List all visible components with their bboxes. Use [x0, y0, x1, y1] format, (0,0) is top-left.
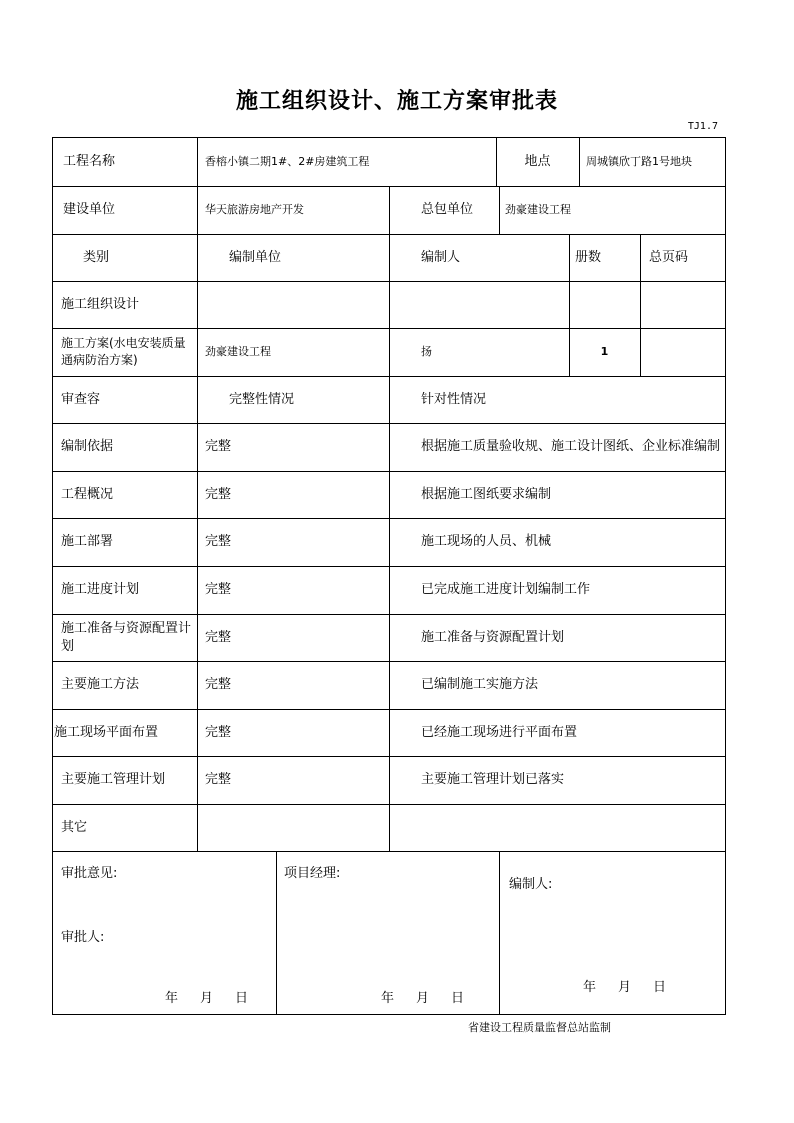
review-complete: 完整: [205, 724, 232, 740]
review-complete: 完整: [205, 534, 232, 549]
doc-row-volumes: 1: [600, 345, 609, 358]
review-target: 主要施工管理计划已落实: [421, 772, 565, 787]
doc-row-pages: [649, 281, 719, 328]
project-name-value: 香榕小镇二期1#、2#房建筑工程: [205, 155, 370, 168]
compiler-date: [583, 976, 666, 995]
day-label: 日: [235, 991, 249, 1006]
review-item: 施工部署: [61, 534, 114, 549]
review-target: 已编制施工实施方法: [421, 677, 539, 692]
doc-row-volumes: [569, 281, 640, 328]
contractor-value: 劲豪建设工程: [505, 203, 571, 216]
review-item: 施工准备与资源配置计划: [61, 620, 192, 654]
review-complete: 完整: [205, 629, 232, 645]
review-item: 编制依据: [61, 439, 114, 454]
review-complete: 完整: [205, 772, 232, 787]
doc-row-author: [421, 281, 561, 328]
form-code: TJ1.7: [687, 121, 718, 132]
review-header-complete: 完整性情况: [229, 391, 295, 407]
approval-form: [52, 137, 726, 1015]
doc-row-unit: [205, 281, 385, 328]
month-label: 月: [618, 980, 632, 995]
review-complete: [205, 804, 385, 851]
review-complete: 完整: [205, 582, 232, 597]
month-label: 月: [200, 991, 214, 1006]
year-label: 年: [583, 980, 597, 995]
form-title: 施工组织设计、施工方案审批表: [235, 88, 558, 114]
manager-date: [381, 987, 464, 1006]
review-item: 其它: [61, 819, 88, 835]
doc-row-category: 施工组织设计: [61, 296, 140, 312]
review-target: 施工准备与资源配置计划: [421, 629, 565, 645]
review-target: 已经施工现场进行平面布置: [421, 724, 578, 740]
approver-label: 审批人:: [61, 930, 105, 945]
doc-row-category: 施工方案(水电安装质量通病防治方案): [61, 336, 186, 367]
review-complete: 完整: [205, 439, 232, 454]
header-pages: 总页码: [649, 249, 689, 265]
review-complete: 完整: [205, 486, 232, 502]
doc-row-pages: [649, 328, 719, 376]
location-value: 周城镇欣丁路1号地块: [586, 155, 692, 168]
year-label: 年: [165, 991, 179, 1006]
header-author: 编制人: [421, 249, 461, 265]
review-item: 主要施工方法: [61, 677, 140, 692]
year-label: 年: [381, 991, 395, 1006]
approval-opinion-label: 审批意见:: [61, 866, 118, 881]
review-target: 已完成施工进度计划编制工作: [421, 582, 591, 597]
builder-label: 建设单位: [63, 202, 116, 217]
month-label: 月: [416, 991, 430, 1006]
footer-supervisor: 省建设工程质量监督总站监制: [468, 1021, 611, 1034]
review-header-item: 审查容: [61, 391, 101, 407]
day-label: 日: [451, 991, 465, 1006]
header-category: 类别: [83, 249, 110, 265]
project-manager-label: 项目经理:: [284, 866, 341, 881]
header-volumes: 册数: [575, 249, 602, 265]
review-target: [421, 804, 721, 851]
review-item: 工程概况: [61, 486, 114, 502]
builder-value: 华天旅游房地产开发: [205, 203, 304, 216]
compiler-label: 编制人:: [509, 877, 553, 892]
location-label: 地点: [524, 154, 551, 169]
review-item: 施工进度计划: [61, 582, 140, 597]
review-header-target: 针对性情况: [421, 391, 487, 407]
review-target: 根据施工质量验收规、施工设计图纸、企业标准编制: [421, 439, 721, 454]
review-item: 主要施工管理计划: [61, 772, 166, 787]
day-label: 日: [653, 980, 667, 995]
header-unit: 编制单位: [229, 249, 282, 265]
review-item: 施工现场平面布置: [54, 724, 159, 740]
doc-row-author: 扬: [421, 345, 432, 358]
approval-date: [165, 987, 248, 1006]
review-target: 根据施工图纸要求编制: [421, 486, 552, 502]
contractor-label: 总包单位: [421, 202, 474, 217]
review-target: 施工现场的人员、机械: [421, 534, 552, 549]
doc-row-unit: 劲豪建设工程: [205, 345, 271, 358]
review-complete: 完整: [205, 677, 232, 692]
project-name-label: 工程名称: [63, 154, 116, 169]
